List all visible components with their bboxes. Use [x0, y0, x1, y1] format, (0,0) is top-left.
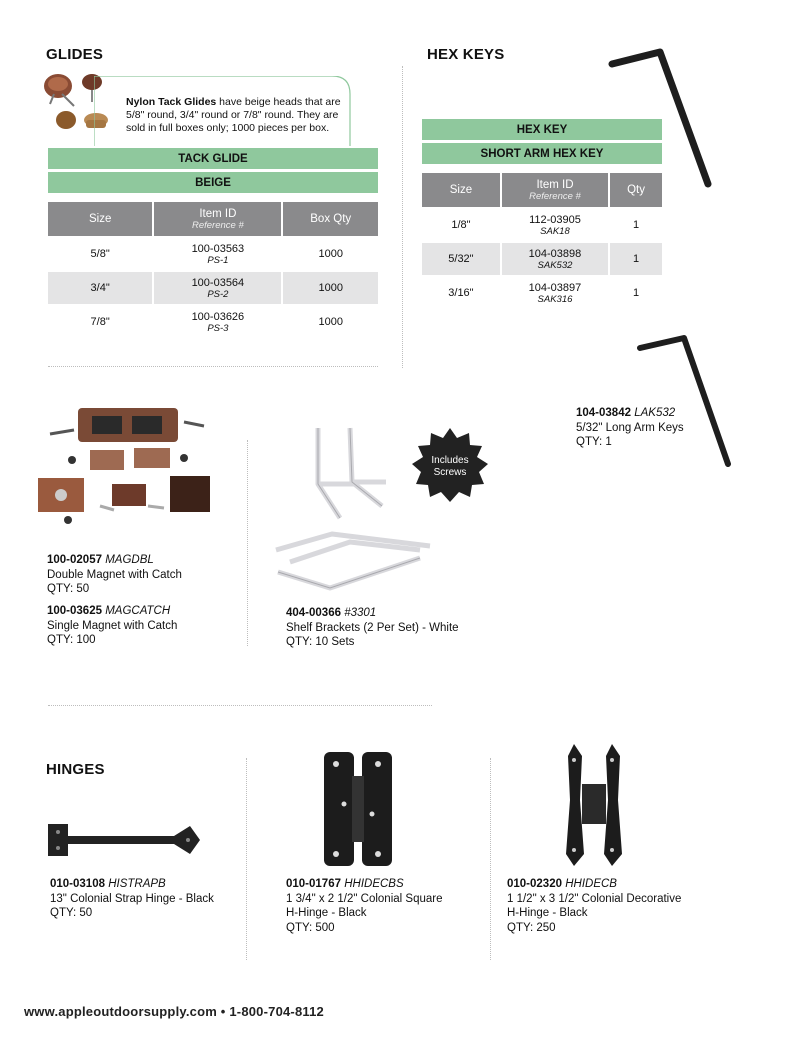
header-size: Size — [48, 202, 152, 236]
product-qty: QTY: 50 — [47, 583, 90, 595]
divider — [246, 758, 247, 960]
table-header-row — [48, 202, 378, 236]
cell-qty: 1000 — [318, 248, 343, 260]
divider — [48, 705, 432, 706]
product-name: 13" Colonial Strap Hinge - Black — [50, 892, 214, 905]
glide-table-block — [48, 148, 378, 340]
product-qty: QTY: 1 — [576, 436, 612, 448]
ref-code: #3301 — [344, 607, 377, 619]
hex-key-bar: HEX KEY — [422, 119, 662, 141]
product-qty: QTY: 250 — [507, 921, 556, 934]
sku: 100-02057 — [47, 554, 102, 566]
product-name: Double Magnet with Catch — [47, 568, 182, 581]
ref-code: MAGCATCH — [105, 605, 171, 617]
header-item-id: Item ID Reference # — [502, 173, 608, 207]
tack-glide-bar: TACK GLIDE — [48, 148, 378, 170]
short-arm-bar: SHORT ARM HEX KEY — [422, 143, 662, 165]
cell-qty: 1 — [610, 243, 662, 275]
sku: 010-01767 — [286, 878, 341, 890]
product-qty: QTY: 100 — [47, 634, 96, 646]
ref-code: HHIDECB — [565, 878, 617, 890]
cell-qty: 1 — [632, 219, 640, 231]
glide-description — [126, 96, 348, 135]
glide-description-bold: Nylon Tack Glides — [126, 96, 217, 108]
header-box-qty: Box Qty — [283, 202, 378, 236]
footer-contact[interactable]: www.appleoutdoorsupply.com • 1-800-704-8112 — [24, 1004, 324, 1019]
table-row — [422, 277, 662, 309]
square-h-hinge-image — [318, 746, 398, 872]
glides-title: GLIDES — [46, 46, 104, 63]
square-h-hinge-item — [286, 877, 486, 935]
cell-size: 3/4" — [48, 272, 152, 304]
decorative-h-hinge-image — [560, 740, 630, 870]
product-name: 1 3/4" x 2 1/2" Colonial Square — [286, 892, 443, 905]
strap-hinge-image — [44, 818, 204, 862]
long-arm-key-item — [576, 406, 716, 450]
badge-line-2: Screws — [433, 466, 467, 478]
sku: 104-03842 — [576, 407, 631, 419]
cell-item-id: 100-03626 PS-3 — [191, 310, 245, 334]
table-row — [48, 272, 378, 304]
single-magnet-item — [47, 604, 237, 648]
badge-text — [412, 455, 488, 478]
hex-keys-title: HEX KEYS — [427, 46, 505, 63]
ref-code: HISTRAPB — [108, 878, 166, 890]
cell-size: 7/8" — [90, 316, 110, 328]
cell-item-id: 100-03564 PS-2 — [154, 272, 281, 304]
cell-item-id: 104-03898 SAK532 — [502, 243, 608, 275]
divider — [402, 66, 403, 368]
product-name: Shelf Brackets (2 Per Set) - White — [286, 621, 459, 634]
product-name: Single Magnet with Catch — [47, 619, 178, 632]
sku: 010-02320 — [507, 878, 562, 890]
cell-item-id: 100-03563 PS-1 — [191, 242, 245, 266]
beige-bar: BEIGE — [48, 172, 378, 194]
table-row — [48, 238, 378, 270]
ref-code: MAGDBL — [105, 554, 154, 566]
long-arm-hex-key-image — [630, 330, 740, 472]
product-name-line-2: H-Hinge - Black — [286, 907, 367, 919]
divider — [490, 758, 491, 960]
glide-table — [46, 200, 380, 340]
product-qty: QTY: 10 Sets — [286, 636, 355, 648]
table-row — [48, 306, 378, 338]
magnet-catch-image — [34, 398, 218, 530]
table-header-row — [422, 173, 662, 207]
decorative-h-hinge-item — [507, 877, 727, 935]
product-name: 1 1/2" x 3 1/2" Colonial Decorative — [507, 892, 682, 905]
table-row — [422, 243, 662, 275]
cell-item-id: 104-03897 SAK316 — [528, 281, 582, 305]
cell-item-id: 112-03905 SAK18 — [529, 213, 581, 237]
hinges-title: HINGES — [46, 761, 105, 778]
sku: 010-03108 — [50, 878, 105, 890]
cell-size: 3/16" — [448, 287, 474, 299]
product-name: 5/32" Long Arm Keys — [576, 421, 684, 434]
hex-table-block — [422, 119, 662, 311]
cell-size: 5/32" — [422, 243, 500, 275]
cell-size: 1/8" — [451, 219, 471, 231]
glide-description-rest: have beige heads that are 5/8" round, 3/4" round or 7/8" round. They are sold in full boxes only; 1000 pieces per box. — [126, 96, 341, 134]
cell-size: 5/8" — [90, 248, 110, 260]
product-name-line-2: H-Hinge - Black — [507, 907, 588, 919]
badge-line-1: Includes — [431, 455, 469, 466]
sku: 404-00366 — [286, 607, 341, 619]
cell-qty: 1000 — [318, 316, 343, 328]
cell-qty: 1 — [632, 287, 640, 299]
divider — [48, 366, 378, 367]
product-qty: QTY: 500 — [286, 921, 335, 934]
header-qty: Qty — [610, 173, 662, 207]
shelf-brackets-item — [286, 606, 486, 650]
header-item-id: Item ID Reference # — [154, 202, 281, 236]
double-magnet-item — [47, 553, 237, 597]
cell-qty: 1000 — [283, 272, 378, 304]
product-qty: QTY: 50 — [50, 907, 93, 919]
header-size: Size — [422, 173, 500, 207]
hex-table — [420, 171, 664, 311]
ref-code: HHIDECBS — [344, 878, 404, 890]
strap-hinge-item — [50, 877, 240, 921]
ref-code: LAK532 — [634, 407, 676, 419]
sku: 100-03625 — [47, 605, 102, 617]
table-row — [422, 209, 662, 241]
divider — [247, 440, 248, 646]
